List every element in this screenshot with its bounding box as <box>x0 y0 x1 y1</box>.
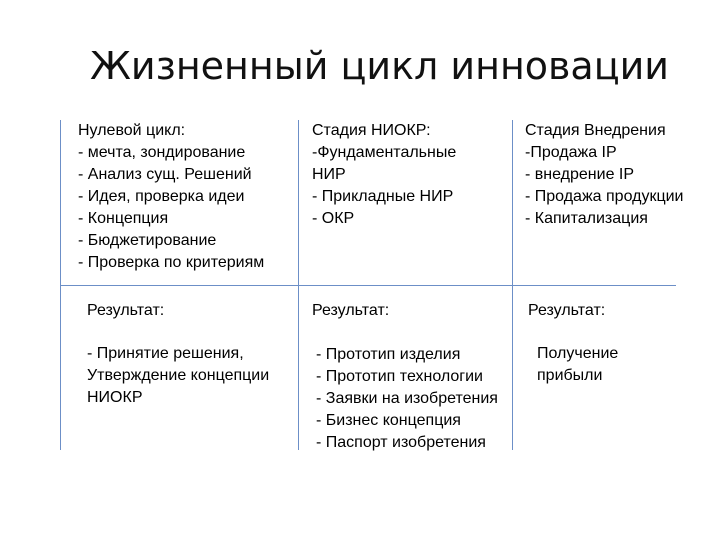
column-1-items: - мечта, зондирование - Анализ сущ. Решений - Идея, проверка идеи - Концепция - Бюджетирование - Проверка по критериям <box>78 144 265 271</box>
column-2-result-label: Результат: <box>312 302 390 319</box>
column-3-result-label: Результат: <box>528 302 606 319</box>
column-2-result-text: - Прототип изделия - Прототип технологии - Заявки на изобретения - Бизнес концепция - Паспорт изобретения <box>316 346 498 451</box>
column-3-result-text: Получение прибыли <box>537 345 619 384</box>
column-2-heading: Стадия НИОКР: <box>312 122 431 139</box>
column-1-result-text: - Принятие решения, Утверждение концепции НИОКР <box>87 345 270 406</box>
row-divider <box>60 285 676 286</box>
column-2-items: -Фундаментальные НИР - Прикладные НИР - ОКР <box>312 144 457 227</box>
column-3-items: -Продажа IP - внедрение IP - Продажа продукции - Капитализация <box>525 144 684 227</box>
column-1-heading: Нулевой цикл: <box>78 122 186 139</box>
column-1-result-label: Результат: <box>87 302 165 319</box>
column-3-heading: Стадия Внедрения <box>525 122 666 139</box>
slide-title: Жизненный цикл инновации <box>90 44 669 88</box>
